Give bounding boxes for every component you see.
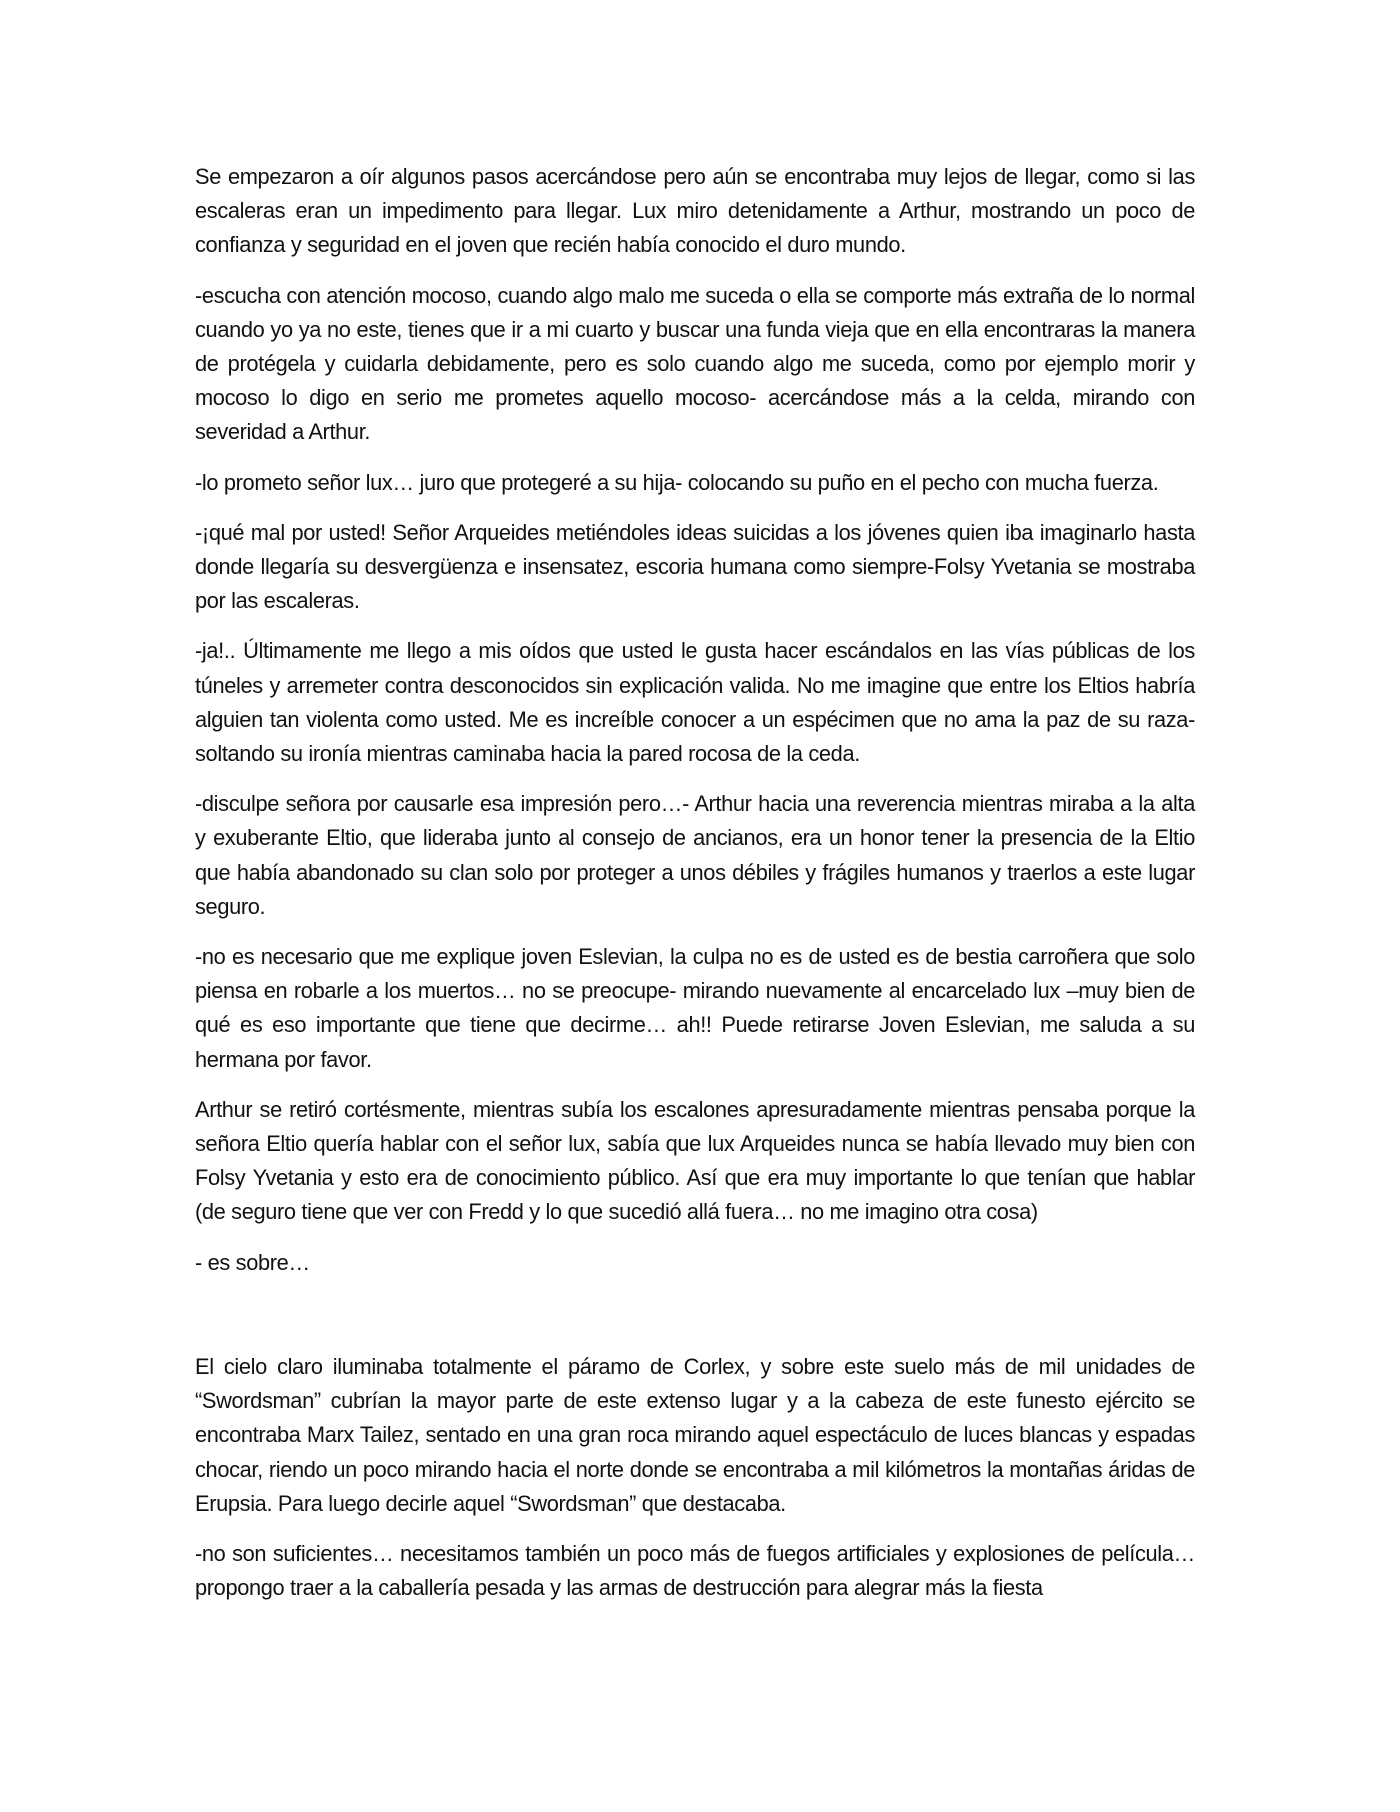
paragraph: -ja!.. Últimamente me llego a mis oídos que usted le gusta hacer escándalos en las vías públicas de los túneles y arremeter contra desconocidos sin explicación valida. No me imagine que entre los Eltios habría alguien tan violenta como usted. Me es increíble conocer a un espécimen que no ama la paz de su raza- soltando su ironía mientras caminaba hacia la pared rocosa de la ceda. [195,638,1195,767]
paragraph: Se empezaron a oír algunos pasos acercándose pero aún se encontraba muy lejos de llegar, como si las escaleras eran un impedimento para llegar. Lux miro detenidamente a Arthur, mostrando un poco de confianza y seguridad en el joven que recién había conocido el duro mundo. [195,164,1195,258]
paragraph: -disculpe señora por causarle esa impresión pero…- Arthur hacia una reverencia mientras miraba a la alta y exuberante Eltio, que lideraba junto al consejo de ancianos, era un honor tener la presencia de la Eltio que había abandonado su clan solo por proteger a unos débiles y frágiles humanos y traerlos a este lugar seguro. [195,791,1195,919]
paragraph: -escucha con atención mocoso, cuando algo malo me suceda o ella se comporte más extraña de lo normal cuando yo ya no este, tienes que ir a mi cuarto y buscar una funda vieja que en ella encontraras la manera de protégela y cuidarla debidamente, pero es solo cuando algo me suceda, como por ejemplo morir y mocoso lo digo en serio me prometes aquello mocoso- acercándose más a la celda, mirando con severidad a Arthur. [195,282,1195,445]
scene-break [195,1296,1195,1350]
paragraph: -lo prometo señor lux… juro que protegeré a su hija- colocando su puño en el pecho con mucha fuerza. [195,469,1159,495]
paragraph: -¡qué mal por usted! Señor Arqueides metiéndoles ideas suicidas a los jóvenes quien iba imaginarlo hasta donde llegaría su desvergüenza e insensatez, escoria humana como siempre-Folsy Yvetania se mostraba por las escaleras. [195,519,1195,614]
paragraph: Arthur se retiró cortésmente, mientras subía los escalones apresuradamente mientras pensaba porque la señora Eltio quería hablar con el señor lux, sabía que lux Arqueides nunca se había llevado muy bien con Folsy Yvetania y esto era de conocimiento público. Así que era muy importante lo que tenían que hablar (de seguro tiene que ver con Fredd y lo que sucedió allá fuera… no me imagino otra cosa) [195,1096,1195,1225]
paragraph: El cielo claro iluminaba totalmente el páramo de Corlex, y sobre este suelo más de mil unidades de “Swordsman” cubrían la mayor parte de este extenso lugar y a la cabeza de este funesto ejército se encontraba Marx Tailez, sentado en una gran roca mirando aquel espectáculo de luces blancas y espadas chocar, riendo un poco mirando hacia el norte donde se encontraba a mil kilómetros la montañas áridas de Erupsia. Para luego decirle aquel “Swordsman” que destacaba. [195,1353,1195,1516]
paragraph: -no son suficientes… necesitamos también un poco más de fuegos artificiales y explosiones de película… propongo traer a la caballería pesada y las armas de destrucción para alegrar más la fiesta [195,1540,1195,1601]
paragraph: -no es necesario que me explique joven Eslevian, la culpa no es de usted es de bestia carroñera que solo piensa en robarle a los muertos… no se preocupe- mirando nuevamente al encarcelado lux –muy bien de qué es eso importante que tiene que decirme… ah!! Puede retirarse Joven Eslevian, me saluda a su hermana por favor. [195,944,1195,1072]
document-page [195,160,1195,1621]
paragraph: - es sobre… [195,1249,310,1275]
